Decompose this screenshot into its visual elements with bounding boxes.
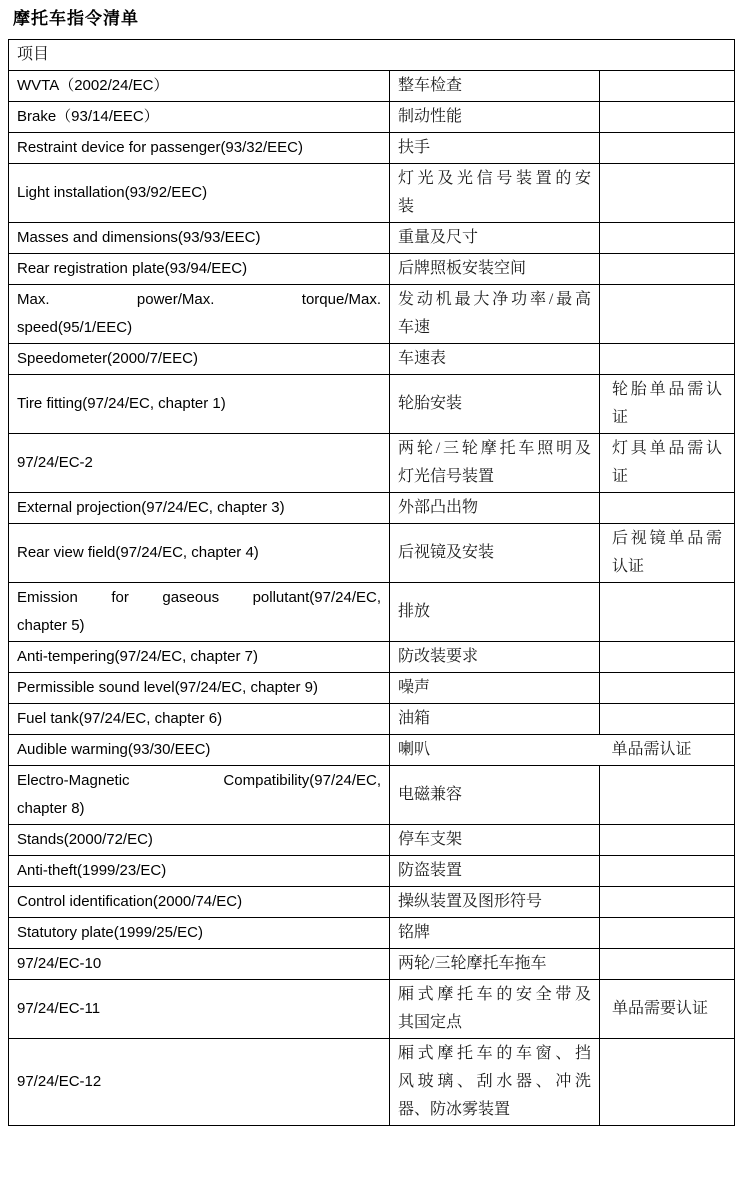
cell-directive: 97/24/EC-2 [9,434,390,493]
table-row [9,887,735,918]
cell-description: 铭牌 [390,918,600,949]
cell-note [600,285,735,344]
cell-description: 操纵装置及图形符号 [390,887,600,918]
cell-note: 单品需要认证 [600,980,735,1039]
cell-directive: 97/24/EC-11 [9,980,390,1039]
table-row [9,434,735,493]
table-row [9,856,735,887]
cell-directive: Stands(2000/72/EC) [9,825,390,856]
table-row [9,71,735,102]
cell-description: 轮胎安装 [390,375,600,434]
cell-line: 装 [398,198,415,215]
cell-line: 灯光及光信号装置的安 [398,170,591,187]
cell-directive: Rear view field(97/24/EC, chapter 4) [9,524,390,583]
table-row [9,583,735,642]
cell-note [600,524,735,583]
cell-note [600,949,735,980]
cell-directive: Control identification(2000/74/EC) [9,887,390,918]
cell-directive: Anti-tempering(97/24/EC, chapter 7) [9,642,390,673]
cell-description: 扶手 [390,133,600,164]
table-header-row [9,40,735,71]
table-row [9,704,735,735]
cell-note [600,493,735,524]
cell-description: 外部凸出物 [390,493,600,524]
table-row [9,164,735,223]
cell-description: 后牌照板安装空间 [390,254,600,285]
cell-description: 两轮/三轮摩托车拖车 [390,949,600,980]
table-row [9,918,735,949]
page-title: 摩托车指令清单 [13,9,139,28]
cell-description: 后视镜及安装 [390,524,600,583]
cell-description [390,434,600,493]
cell-description [390,980,600,1039]
directive-table [8,39,735,1126]
cell-note [600,856,735,887]
cell-description: 噪声 [390,673,600,704]
table-row [9,344,735,375]
cell-line: 车速 [398,319,431,336]
cell-directive: Statutory plate(1999/25/EC) [9,918,390,949]
table-row [9,102,735,133]
cell-description [390,1039,600,1126]
cell-directive: Anti-theft(1999/23/EC) [9,856,390,887]
cell-note [600,344,735,375]
cell-description: 防盗装置 [390,856,600,887]
table-row [9,642,735,673]
cell-note [600,102,735,133]
cell-line: 其国定点 [398,1014,463,1031]
cell-line: 风玻璃、刮水器、冲洗 [398,1073,591,1090]
cell-note [600,825,735,856]
cell-description: 车速表 [390,344,600,375]
cell-note [600,71,735,102]
table-row [9,949,735,980]
cell-note [600,1039,735,1126]
cell-description: 电磁兼容 [390,766,600,825]
cell-directive: Brake（93/14/EEC） [9,102,390,133]
cell-line: Max. power/Max. torque/Max. [17,291,381,308]
cell-description: 整车检查 [390,71,600,102]
cell-note [600,164,735,223]
table-row [9,673,735,704]
cell-directive [9,285,390,344]
cell-line: 证 [612,409,629,426]
cell-directive: Rear registration plate(93/94/EEC) [9,254,390,285]
table-row [9,524,735,583]
cell-line: 两轮/三轮摩托车照明及 [398,440,591,457]
table-header-cell: 项目 [9,40,735,71]
cell-description: 制动性能 [390,102,600,133]
cell-directive: 97/24/EC-12 [9,1039,390,1126]
cell-note [600,434,735,493]
cell-directive: External projection(97/24/EC, chapter 3) [9,493,390,524]
cell-note [600,887,735,918]
cell-line: 厢式摩托车的安全带及 [398,986,591,1003]
cell-directive: WVTA（2002/24/EC） [9,71,390,102]
cell-line: Emission for gaseous pollutant(97/24/EC, [17,589,381,606]
cell-line: chapter 8) [17,800,85,817]
cell-directive: Light installation(93/92/EEC) [9,164,390,223]
cell-note [600,918,735,949]
cell-description: 重量及尺寸 [390,223,600,254]
cell-description: 喇叭 [390,735,600,766]
cell-description: 停车支架 [390,825,600,856]
cell-note [600,133,735,164]
cell-line: 认证 [612,558,645,575]
cell-description: 排放 [390,583,600,642]
table-row [9,133,735,164]
cell-line: 后视镜单品需 [612,530,723,547]
table-row [9,375,735,434]
cell-directive: Restraint device for passenger(93/32/EEC) [9,133,390,164]
cell-directive [9,766,390,825]
table-row [9,980,735,1039]
cell-line: 发动机最大净功率/最高 [398,291,591,308]
cell-note [600,583,735,642]
cell-note [600,223,735,254]
cell-line: Electro-Magnetic Compatibility(97/24/EC, [17,772,381,789]
cell-directive: 97/24/EC-10 [9,949,390,980]
table-row [9,285,735,344]
cell-line: 灯具单品需认 [612,440,723,457]
cell-line: 灯光信号装置 [398,468,495,485]
cell-note [600,375,735,434]
cell-note [600,642,735,673]
cell-line: 证 [612,468,629,485]
cell-note: 单品需认证 [600,735,735,766]
cell-directive [9,583,390,642]
table-row [9,1039,735,1126]
cell-directive: Fuel tank(97/24/EC, chapter 6) [9,704,390,735]
table-row [9,223,735,254]
table-row [9,766,735,825]
cell-note [600,254,735,285]
table-row [9,493,735,524]
directive-table-body [9,40,735,1126]
cell-description [390,285,600,344]
cell-description [390,164,600,223]
cell-line: 厢式摩托车的车窗、挡 [398,1045,591,1062]
cell-directive: Audible warming(93/30/EEC) [9,735,390,766]
cell-line: 轮胎单品需认 [612,381,723,398]
cell-line: chapter 5) [17,617,85,634]
cell-directive: Permissible sound level(97/24/EC, chapter 9) [9,673,390,704]
cell-description: 防改装要求 [390,642,600,673]
cell-directive: Masses and dimensions(93/93/EEC) [9,223,390,254]
cell-note [600,766,735,825]
table-row [9,735,735,766]
cell-line: speed(95/1/EEC) [17,319,133,336]
cell-note [600,673,735,704]
cell-description: 油箱 [390,704,600,735]
cell-line: 器、防冰雾装置 [398,1101,511,1118]
cell-directive: Tire fitting(97/24/EC, chapter 1) [9,375,390,434]
table-row [9,825,735,856]
cell-directive: Speedometer(2000/7/EEC) [9,344,390,375]
table-row [9,254,735,285]
cell-note [600,704,735,735]
